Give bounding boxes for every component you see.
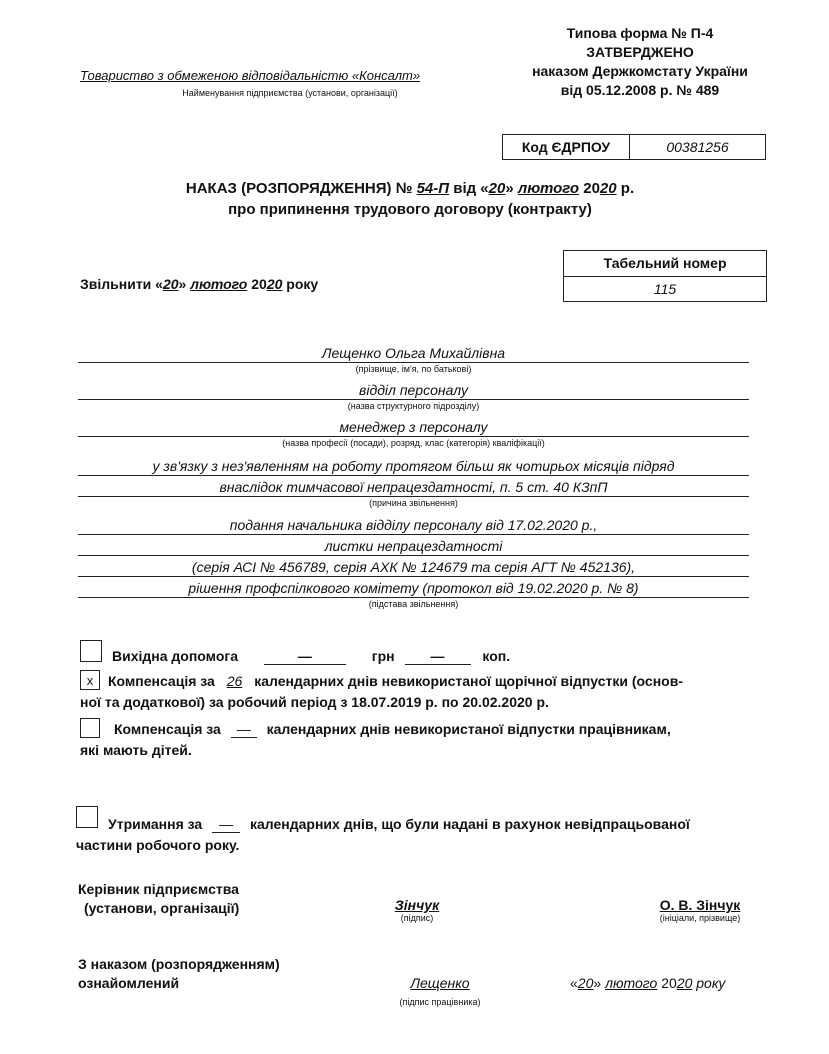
order-number: 54-П: [416, 180, 450, 197]
compensation-children-line1: Компенсація за — календарних днів невикористаної відпустки працівникам,: [114, 721, 671, 737]
form-line-1: Типова форма № П-4: [566, 25, 714, 41]
employee-name: Лещенко Ольга Михайлівна: [78, 344, 749, 363]
withholding-days: —: [212, 816, 240, 833]
severance-row: [112, 648, 510, 665]
employee-signature-block: [380, 975, 500, 1007]
employee-signature: Лещенко: [410, 975, 470, 991]
form-info: [505, 24, 775, 100]
company-caption: Найменування підприємства (установи, організації): [182, 88, 398, 98]
ack-label: З наказом (розпорядженням) ознайомлений: [78, 956, 280, 991]
withholding-line2: частини робочого року.: [76, 837, 240, 853]
head-label: Керівник підприємства (установи, організації): [78, 881, 240, 916]
department-caption: (назва структурного підрозділу): [347, 401, 480, 411]
head-name: О. В. Зінчук: [659, 897, 741, 913]
compensation-annual-days: 26: [226, 673, 243, 689]
compensation-annual-line2: ної та додаткової) за робочий період з 18.07.2019 р. по 20.02.2020 р.: [80, 694, 549, 710]
compensation-annual-checkbox[interactable]: x: [80, 670, 100, 690]
tab-number-table: [563, 250, 767, 302]
basis-line-4: рішення профспілкового комітету (протокол від 19.02.2020 р. № 8): [78, 579, 749, 598]
head-signature-block: [382, 897, 452, 923]
compensation-children-checkbox[interactable]: [80, 718, 100, 738]
tab-number-value: 115: [653, 281, 677, 297]
reason-line-1: у зв'язку з нез'явленням на роботу протягом більш як чотирьох місяців підряд: [78, 457, 749, 476]
compensation-children-days: —: [231, 721, 257, 738]
compensation-children-line2: які мають дітей.: [80, 742, 192, 758]
severance-kop: —: [405, 648, 471, 665]
kop-label: коп.: [482, 648, 511, 664]
form-line-2: ЗАТВЕРДЖЕНО: [586, 44, 694, 60]
reason-caption: (причина звільнення): [369, 498, 458, 508]
tab-number-label: Табельний номер: [564, 251, 766, 277]
head-signature: Зінчук: [394, 897, 440, 913]
withholding-line1: Утримання за — календарних днів, що були надані в рахунок невідпрацьованої: [108, 816, 690, 832]
compensation-annual-line1: Компенсація за 26 календарних днів невикористаної щорічної відпустки (основ-: [108, 673, 683, 689]
position-caption: (назва професії (посади), розряд, клас (категорія) кваліфікації): [282, 438, 545, 448]
basis-line-3: (серія АСІ № 456789, серія АХК № 124679 та серія АГТ № 452136),: [78, 558, 749, 577]
basis-line-1: подання начальника відділу персоналу від 17.02.2020 р.,: [78, 516, 749, 535]
employee-name-caption: (прізвище, ім'я, по батькові): [355, 364, 472, 374]
edrpou-value: 00381256: [666, 139, 729, 155]
severance-label: Вихідна допомога: [112, 648, 239, 664]
order-subtitle: про припинення трудового договору (контракту): [228, 201, 592, 218]
severance-grn: —: [264, 648, 346, 665]
form-line-3: наказом Держкомстату України: [532, 63, 748, 79]
position: менеджер з персоналу: [78, 418, 749, 437]
withholding-checkbox[interactable]: [76, 806, 98, 828]
reason-line-2: внаслідок тимчасової непрацездатності, п. 5 ст. 40 КЗпП: [78, 478, 749, 497]
grn-label: грн: [371, 648, 395, 664]
head-name-caption: (ініціали, прізвище): [659, 913, 741, 923]
edrpou-label: Код ЄДРПОУ: [503, 135, 630, 159]
order-title: НАКАЗ (РОЗПОРЯДЖЕННЯ) № 54-П від «20» лютого 2020 р.: [185, 180, 635, 197]
severance-checkbox[interactable]: [80, 640, 102, 662]
basis-line-2: листки непрацездатності: [78, 537, 749, 556]
basis-caption: (підстава звільнення): [368, 599, 459, 609]
company-name: Товариство з обмеженою відповідальністю «Консалт»: [80, 68, 421, 83]
head-signature-caption: (підпис): [400, 913, 434, 923]
employee-signature-caption: (підпис працівника): [399, 997, 481, 1007]
form-line-4: від 05.12.2008 р. № 489: [560, 82, 720, 98]
department: відділ персоналу: [78, 381, 749, 400]
head-name-block: [630, 897, 770, 923]
edrpou-table: [502, 134, 766, 160]
dismiss-date: Звільнити «20» лютого 2020 року: [80, 276, 319, 292]
ack-date: «20» лютого 2020 року: [570, 975, 726, 991]
